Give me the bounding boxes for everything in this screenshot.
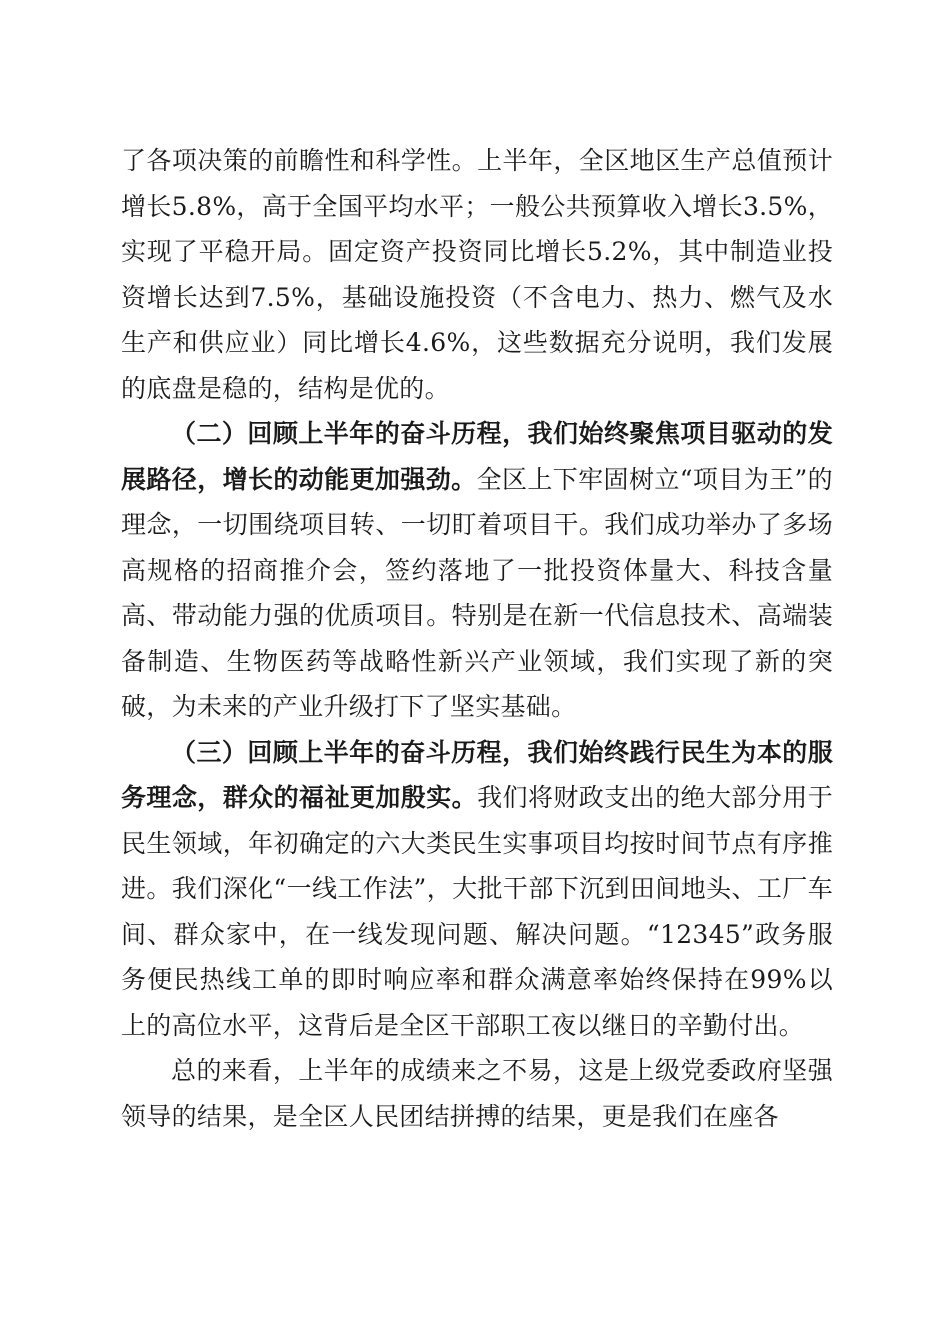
paragraph-2-heading: （二）回顾上半年的奋斗历程，我们始终聚焦项目驱动的发展路径，增长的动能更加强劲。 [121, 419, 833, 494]
paragraph-3-body: 我们将财政支出的绝大部分用于民生领域，年初确定的六大类民生实事项目均按时间节点有序推进。我们深化“一线工作法”，大批干部下沉到田间地头、工厂车间、群众家中，在一线发现问题、解决问题。“12345”政务服务便民热线工单的即时响应率和群众满意率始终保持在99%以上的高位水平，这背后是全区干部职工夜以继日的辛勤付出。 [121, 783, 834, 1040]
document-body [121, 138, 833, 1139]
paragraph-4: 总的来看，上半年的成绩来之不易，这是上级党委政府坚强领导的结果，是全区人民团结拼搏的结果，更是我们在座各 [121, 1056, 833, 1131]
paragraph-2-body: 全区上下牢固树立“项目为王”的理念，一切围绕项目转、一切盯着项目干。我们成功举办了多场高规格的招商推介会，签约落地了一批投资体量大、科技含量高、带动能力强的优质项目。特别是在新一代信息技术、高端装备制造、生物医药等战略性新兴产业领域，我们实现了新的突破，为未来的产业升级打下了坚实基础。 [121, 464, 833, 721]
paragraph-2 [121, 411, 833, 730]
paragraph-3-heading: （三）回顾上半年的奋斗历程，我们始终践行民生为本的服务理念，群众的福祉更加殷实。 [121, 737, 833, 812]
paragraph-3 [121, 730, 833, 1049]
paragraph-1: 了各项决策的前瞻性和科学性。上半年，全区地区生产总值预计增长5.8%，高于全国平均水平；一般公共预算收入增长3.5%，实现了平稳开局。固定资产投资同比增长5.2%，其中制造业投资增长达到7.5%，基础设施投资（不含电力、热力、燃气及水生产和供应业）同比增长4.6%，这些数据充分说明，我们发展的底盘是稳的，结构是优的。 [121, 146, 833, 403]
